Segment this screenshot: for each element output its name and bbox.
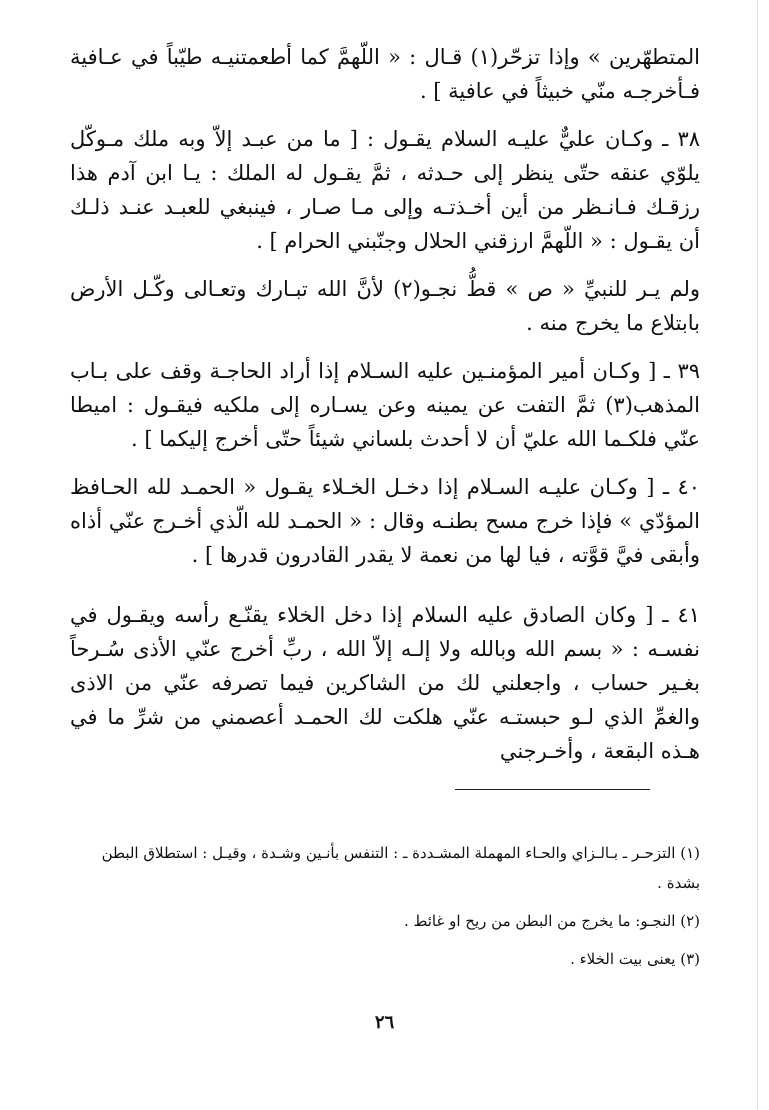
paragraph-39: ٣٩ ـ [ وكـان أمير المؤمنـين عليه السـلام إذا أراد الحاجـة وقف على بـاب المذهب(٣) ثمَّ التفت عن يمينه وعن يسـاره إلى ملكيه فيقـول : اميطا عنّي فلكـما الله عليّ أن لا أحدث بلساني شيئاً حتّى أخرج إليكما ] . xyxy=(70,359,700,451)
page-number: ٢٦ xyxy=(374,1012,395,1033)
page-edge-line xyxy=(757,0,758,1110)
paragraph-40: ٤٠ ـ [ وكـان عليـه السـلام إذا دخـل الخـلاء يقـول « الحمـد لله الحـافظ المؤدّي » فإذا خرج مسح بطنـه وقال : « الحمـد لله الّذي أخـرج عنّي أذاه وأبقى فيَّ قوَّته ، فيا لها من نعمة لا يقدر القادرون قدرها ] . xyxy=(70,475,700,567)
footnote-2: (٢) النجـو: ما يخرج من البطن من ريح او غائط . xyxy=(403,912,700,930)
paragraph-41: ٤١ ـ [ وكان الصادق عليه السلام إذا دخل الخلاء يقنّـع رأسه ويقـول في نفسـه : « بسم الله وبالله ولا إلـه إلاّ الله ، ربِّ أخرج عنّي الأذى سُـرحاً بغـير حساب ، واجعلني لك من الشاكرين فيما تصرفه عنّي من الاذى والغمِّ الذي لـو حبستـه عنّي هلكت لك الحمـد أعصمني من شرِّ ما في هـذه البقعة ، وأخـرجني xyxy=(70,603,700,763)
footnotes xyxy=(70,838,700,982)
paragraph-prophet: ولم يـر للنبيِّ « ص » قطُّ نجـو(٢) لأنَّ الله تبـارك وتعـالى وكّـل الأرض بابتلاع ما يخرج منه . xyxy=(70,277,700,335)
footnote-3: (٣) يعنى بيت الخلاء . xyxy=(570,950,700,968)
paragraph-38: ٣٨ ـ وكـان عليٌّ عليـه السلام يقـول : [ ما من عبـد إلاّ وبه ملك مـوكّل يلوّي عنقه حتّى ينظر إلى حـدثه ، ثمَّ يقـول له الملك : يـا ابن آدم هذا رزقـك فـانـظر من أين أخـذتـه وإلى مـا صـار ، فينبغي للعبـد عنـد ذلـك أن يقـول : « اللّهمَّ ارزقني الحلال وجنّبني الحرام ] . xyxy=(70,127,700,253)
footnote-1: (١) التزحـر ـ بـالـزاي والحـاء المهملة المشـددة ـ : التنفس بأنـين وشـدة ، وقيـل : استطلاق البطن بشدة . xyxy=(101,844,700,892)
paragraph-continuation: المتطهّرين » وإذا تزحّر(١) قـال : « اللّهمَّ كما أطعمتنيـه طيّباً في عـافية فـأخرجـه منّي خبيثاً في عافية ] . xyxy=(70,45,700,103)
footnote-divider xyxy=(455,789,650,790)
main-text xyxy=(70,40,700,782)
